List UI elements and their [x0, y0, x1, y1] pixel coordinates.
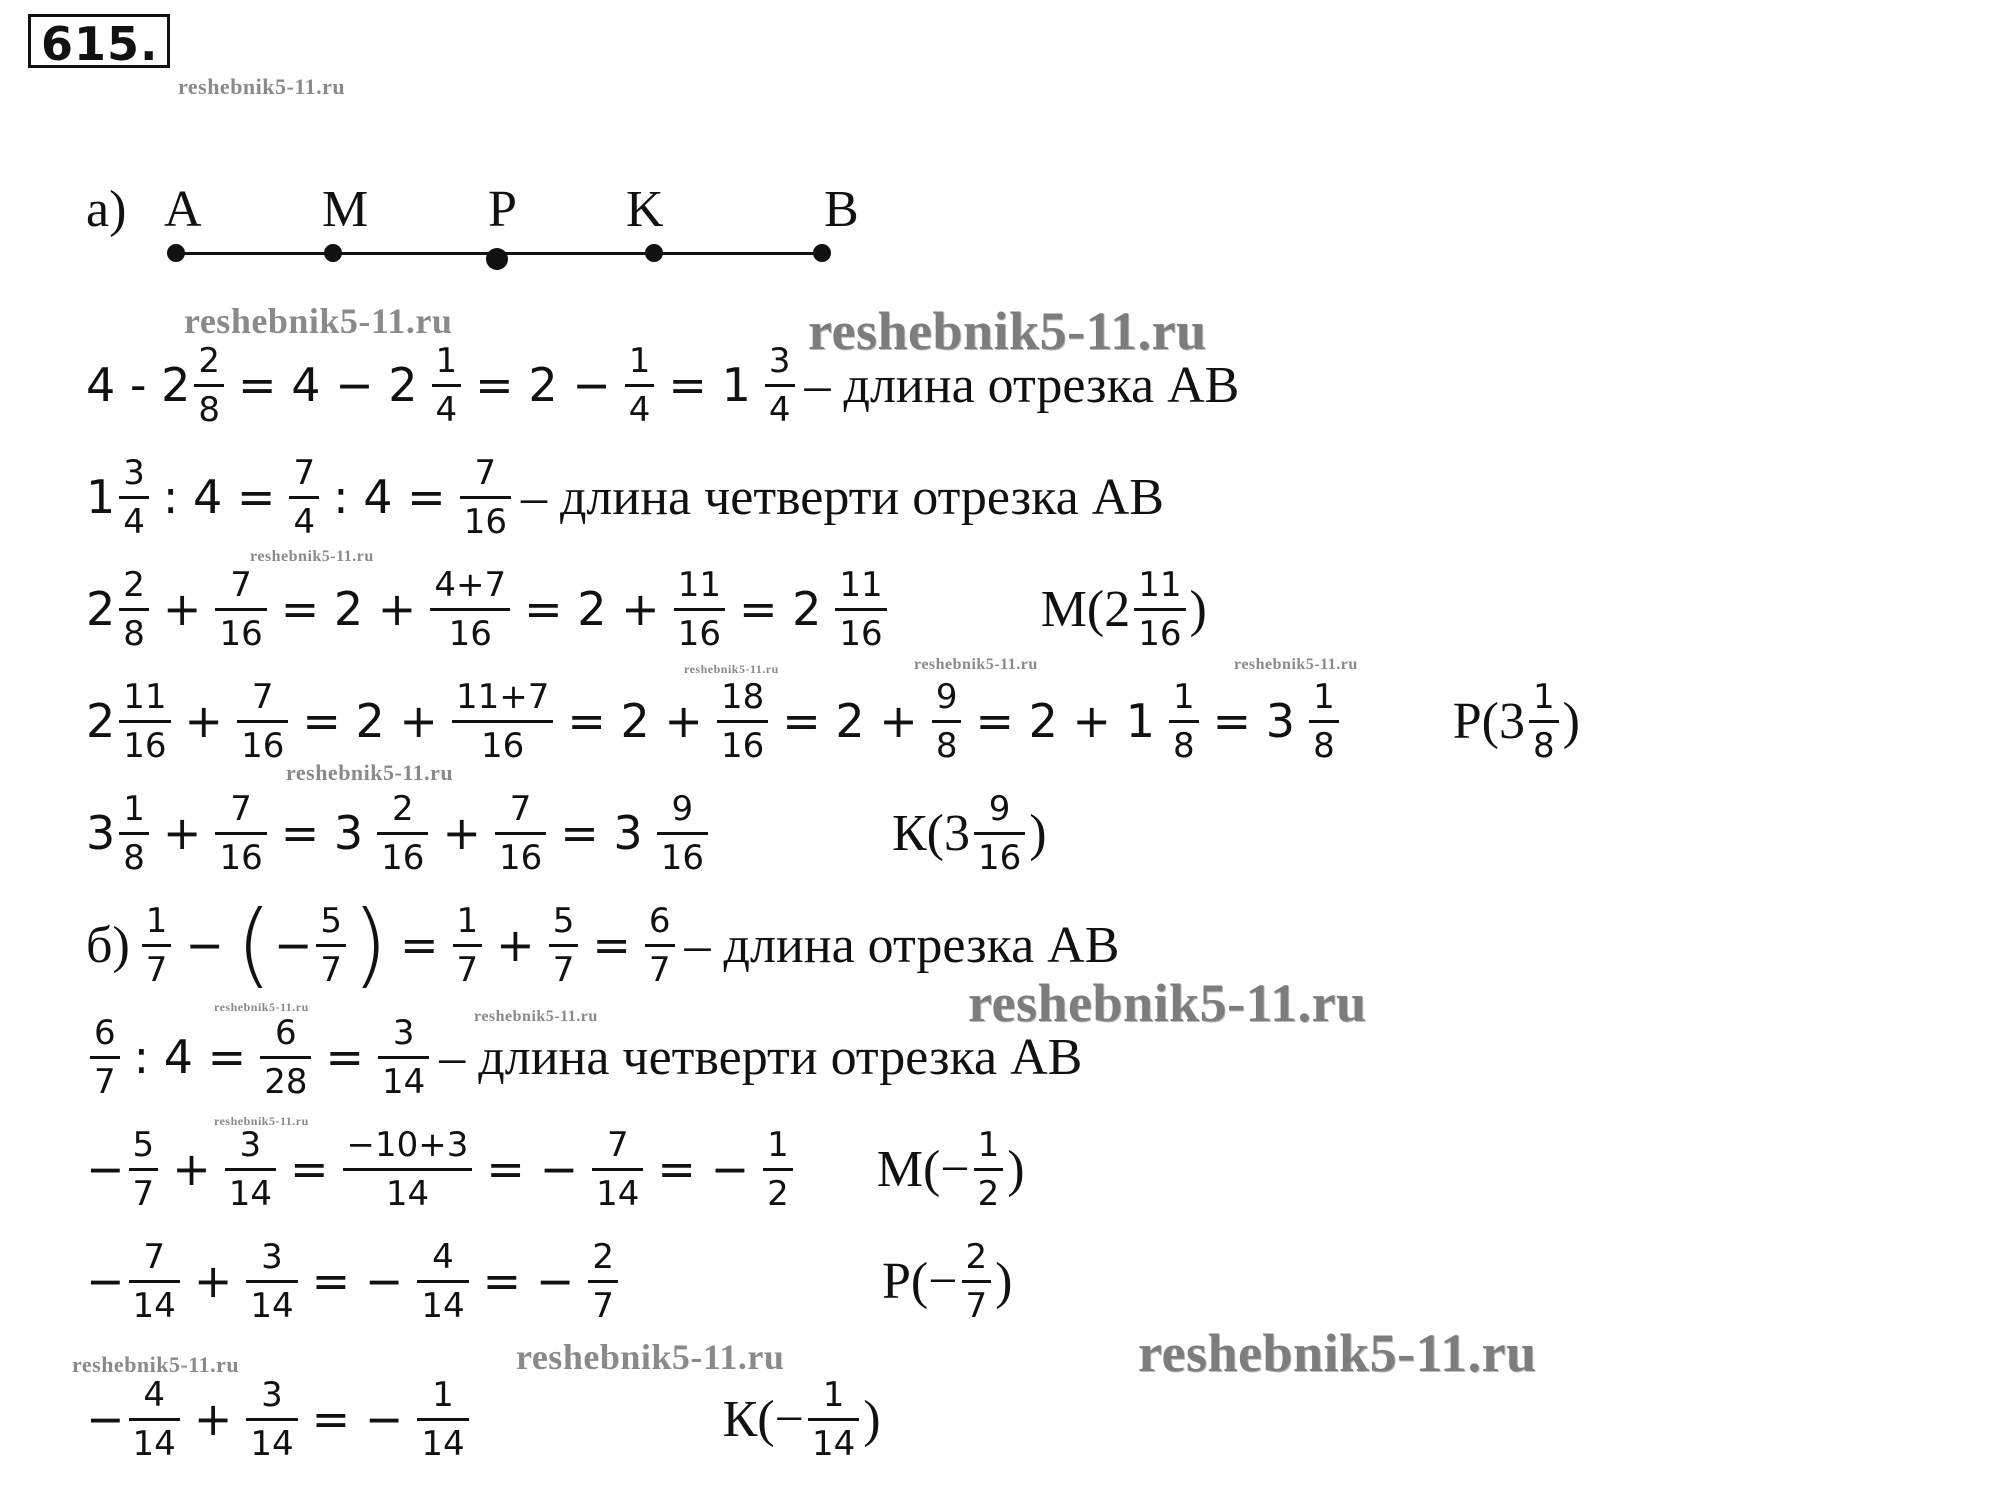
description-text: – длина четверти отрезка АВ	[439, 1028, 1083, 1086]
fraction	[549, 900, 579, 990]
denominator: 7	[132, 1173, 155, 1214]
fraction-bar	[129, 1280, 180, 1283]
numerator: 1	[1532, 676, 1555, 717]
part-b-label: б)	[86, 916, 130, 974]
expr-text: +	[184, 694, 224, 748]
fraction	[432, 340, 462, 430]
fraction-bar	[657, 832, 708, 835]
fraction	[495, 788, 546, 878]
fraction-bar	[962, 1280, 992, 1283]
expr-text: = 3	[280, 806, 364, 860]
watermark: reshebnik5-11.ru	[474, 1008, 598, 1025]
expr-text: = 2 + 1	[975, 694, 1155, 748]
fraction	[417, 1236, 468, 1326]
denominator: 14	[250, 1423, 294, 1464]
watermark: reshebnik5-11.ru	[1138, 1323, 1537, 1383]
denominator: 8	[1532, 725, 1555, 766]
equation-b2	[86, 1012, 1082, 1102]
denominator: 7	[965, 1285, 988, 1326]
denominator: 16	[677, 613, 721, 654]
numerator: 1	[456, 900, 479, 941]
expr-text: = 3	[560, 806, 643, 860]
fraction	[460, 452, 511, 542]
expr-text: 2	[86, 694, 116, 748]
point-p-dot	[486, 248, 508, 270]
numerator: 2	[592, 1236, 614, 1277]
equation-a2	[86, 452, 1164, 542]
watermark: reshebnik5-11.ru	[914, 656, 1038, 673]
fraction	[452, 676, 553, 766]
fraction	[1309, 676, 1339, 766]
fraction	[808, 1374, 859, 1464]
expr-text: : 4 =	[333, 470, 446, 524]
fraction	[1134, 564, 1185, 654]
numerator: 9	[935, 676, 958, 717]
denominator: 4	[293, 501, 316, 542]
denominator: 16	[241, 725, 285, 766]
point-label-m: M	[322, 181, 369, 238]
expr-text: −	[86, 1142, 125, 1196]
expr-text: +	[496, 918, 535, 972]
denominator: 14	[132, 1423, 176, 1464]
expr-text: +	[193, 1392, 233, 1446]
denominator: 4	[768, 389, 791, 430]
denominator: 2	[977, 1173, 1000, 1214]
expr-text: = 4 − 2	[238, 358, 418, 412]
expr-text: = 2 +	[524, 582, 660, 636]
description-text: – длина отрезка АВ	[684, 916, 1120, 974]
point-coordinate-k: К(−	[722, 1390, 804, 1448]
numerator: 3	[123, 452, 145, 493]
numerator: 2	[123, 564, 145, 605]
equation-a1	[86, 340, 1239, 430]
close-paren: )	[352, 891, 388, 998]
expr-text: = 2 −	[475, 358, 611, 412]
expr-text: = −	[657, 1142, 750, 1196]
numerator: 3	[239, 1124, 262, 1165]
closing-paren: )	[1562, 692, 1580, 750]
numerator: 7	[509, 788, 532, 829]
fraction	[129, 1236, 180, 1326]
watermark: reshebnik5-11.ru	[286, 760, 454, 785]
fraction	[765, 340, 795, 430]
numerator: 11+7	[455, 676, 550, 717]
fraction-bar	[142, 944, 172, 947]
watermark: reshebnik5-11.ru	[184, 301, 453, 341]
fraction	[674, 564, 725, 654]
expr-text: 4 - 2	[86, 358, 191, 412]
expr-text: = 2	[738, 582, 822, 636]
fraction-bar	[246, 1280, 297, 1283]
fraction-bar	[588, 1280, 618, 1283]
numerator: 6	[275, 1012, 297, 1053]
fraction-bar	[1309, 720, 1339, 723]
fraction-bar	[592, 1168, 643, 1171]
fraction	[129, 1124, 159, 1214]
numerator: 1	[1313, 676, 1335, 717]
denominator: 8	[935, 725, 958, 766]
fraction	[378, 1012, 429, 1102]
expr-text: −	[86, 1254, 125, 1308]
numerator: 5	[552, 900, 575, 941]
point-label-p: P	[488, 181, 517, 238]
fraction	[717, 676, 768, 766]
numerator: 9	[988, 788, 1011, 829]
fraction	[657, 788, 708, 878]
fraction	[289, 452, 319, 542]
fraction	[119, 788, 149, 878]
fraction	[932, 676, 962, 766]
fraction	[142, 900, 172, 990]
fraction	[119, 564, 149, 654]
description-text: – длина четверти отрезка АВ	[520, 468, 1164, 526]
fraction-bar	[378, 1056, 429, 1059]
expr-text: −	[273, 918, 313, 972]
expr-text: +	[193, 1254, 233, 1308]
equation-a3	[86, 564, 1207, 654]
denominator: 16	[219, 837, 263, 878]
equation-a5	[86, 788, 1047, 878]
numerator: 7	[230, 564, 252, 605]
fraction-bar	[129, 1418, 180, 1421]
fraction-bar	[674, 608, 725, 611]
closing-paren: )	[1007, 1140, 1025, 1198]
denominator: 7	[456, 949, 479, 990]
denominator: 8	[1313, 725, 1335, 766]
fraction-bar	[119, 720, 170, 723]
numerator: 4+7	[434, 564, 507, 605]
numerator: 1	[1172, 676, 1195, 717]
watermark: reshebnik5-11.ru	[968, 973, 1367, 1033]
watermark: reshebnik5-11.ru	[1234, 656, 1358, 673]
numerator: 18	[720, 676, 765, 717]
denominator: 14	[385, 1173, 430, 1214]
expr-text: 2	[86, 582, 116, 636]
fraction-bar	[260, 1056, 311, 1059]
fraction-bar	[129, 1168, 159, 1171]
fraction	[237, 676, 288, 766]
fraction-bar	[932, 720, 962, 723]
expr-text: = 3	[1212, 694, 1296, 748]
watermark: reshebnik5-11.ru	[214, 1114, 309, 1128]
fraction	[343, 1124, 473, 1214]
point-k-dot	[645, 244, 663, 262]
numerator: 9	[671, 788, 694, 829]
fraction-bar	[974, 832, 1025, 835]
denominator: 16	[123, 725, 167, 766]
numerator: 5	[320, 900, 343, 941]
point-coordinate-m: М(−	[876, 1140, 970, 1198]
fraction-bar	[1529, 720, 1559, 723]
fraction	[974, 788, 1025, 878]
fraction-bar	[119, 832, 149, 835]
fraction	[962, 1236, 992, 1326]
point-b-dot	[813, 244, 831, 262]
point-label-k: K	[626, 181, 664, 238]
fraction	[417, 1374, 468, 1464]
open-paren: (	[235, 891, 272, 998]
denominator: 14	[250, 1285, 294, 1326]
numerator: 1	[767, 1124, 789, 1165]
expr-text: +	[162, 806, 202, 860]
denominator: 2	[767, 1173, 789, 1214]
part-a-label: а)	[86, 181, 127, 238]
expr-text: =	[399, 918, 439, 972]
fraction-bar	[417, 1280, 468, 1283]
fraction	[119, 452, 149, 542]
numerator: 7	[474, 452, 497, 493]
denominator: 14	[421, 1285, 465, 1326]
fraction	[377, 788, 428, 878]
fraction	[316, 900, 346, 990]
expr-text: =	[290, 1142, 329, 1196]
description-text: – длина отрезка АВ	[804, 356, 1240, 414]
fraction-bar	[119, 608, 149, 611]
fraction-bar	[974, 1168, 1004, 1171]
denominator: 16	[1138, 613, 1182, 654]
denominator: 28	[264, 1061, 308, 1102]
equation-b1	[86, 891, 1120, 998]
fraction-bar	[453, 944, 483, 947]
fraction-bar	[835, 608, 886, 611]
expr-text: : 4 =	[162, 470, 276, 524]
closing-paren: )	[863, 1390, 881, 1448]
point-coordinate-k: К(3	[891, 804, 970, 862]
fraction	[119, 676, 170, 766]
numerator: 3	[392, 1012, 415, 1053]
expr-text: +	[442, 806, 481, 860]
fraction	[835, 564, 886, 654]
watermark: reshebnik5-11.ru	[72, 1352, 240, 1377]
closing-paren: )	[1029, 804, 1047, 862]
numerator: 1	[432, 1374, 454, 1415]
denominator: 14	[228, 1173, 272, 1214]
fraction-bar	[1134, 608, 1185, 611]
fraction-bar	[289, 496, 319, 499]
numerator: 11	[1138, 564, 1182, 605]
fraction-bar	[763, 1168, 793, 1171]
denominator: 4	[435, 389, 458, 430]
fraction	[194, 340, 224, 430]
fraction-bar	[316, 944, 346, 947]
numerator: 3	[261, 1374, 283, 1415]
denominator: 16	[381, 837, 425, 878]
expr-text: +	[172, 1142, 211, 1196]
fraction	[215, 788, 266, 878]
equation-b3	[86, 1124, 1025, 1214]
watermark: reshebnik5-11.ru	[684, 662, 779, 676]
expr-text: = −	[486, 1142, 579, 1196]
numerator: 6	[648, 900, 671, 941]
fraction-bar	[549, 944, 579, 947]
equation-b4	[86, 1236, 1013, 1326]
expr-text: +	[162, 582, 202, 636]
point-coordinate-m: М(2	[1040, 580, 1131, 638]
denominator: 7	[648, 949, 671, 990]
denominator: 16	[463, 501, 507, 542]
fraction-bar	[1169, 720, 1199, 723]
denominator: 14	[421, 1423, 465, 1464]
expr-text: = 2 +	[567, 694, 703, 748]
fraction	[430, 564, 510, 654]
fraction-bar	[417, 1418, 468, 1421]
problem-number: 615.	[28, 14, 170, 68]
fraction	[592, 1124, 643, 1214]
fraction-bar	[225, 1168, 276, 1171]
expr-text: −	[86, 1392, 125, 1446]
numerator: 11	[839, 564, 883, 605]
denominator: 14	[811, 1423, 856, 1464]
fraction	[215, 564, 266, 654]
fraction-bar	[717, 720, 768, 723]
denominator: 14	[596, 1173, 640, 1214]
denominator: 7	[552, 949, 575, 990]
numerator: 1	[628, 340, 651, 381]
fraction-bar	[215, 608, 266, 611]
numerator: 11	[123, 676, 167, 717]
fraction	[625, 340, 655, 430]
numerator: 7	[251, 676, 274, 717]
numerator: 7	[143, 1236, 165, 1277]
numerator: 7	[230, 788, 252, 829]
expr-text: =	[325, 1030, 365, 1084]
numerator: 1	[123, 788, 145, 829]
fraction-bar	[645, 944, 675, 947]
fraction-bar	[460, 496, 511, 499]
denominator: 16	[219, 613, 263, 654]
expr-text: 1	[86, 470, 116, 524]
denominator: 14	[382, 1061, 426, 1102]
closing-paren: )	[1189, 580, 1207, 638]
numerator: 3	[261, 1236, 283, 1277]
denominator: 16	[720, 725, 765, 766]
expr-text: = 2 +	[302, 694, 438, 748]
denominator: 8	[123, 613, 145, 654]
fraction	[645, 900, 675, 990]
point-coordinate-p: Р(−	[881, 1252, 958, 1310]
numerator: 7	[293, 452, 316, 493]
fraction-bar	[452, 720, 553, 723]
denominator: 7	[320, 949, 343, 990]
fraction	[1169, 676, 1199, 766]
denominator: 16	[839, 613, 883, 654]
numerator: 2	[391, 788, 414, 829]
fraction-bar	[215, 832, 266, 835]
fraction-bar	[194, 384, 224, 387]
expr-text: : 4 =	[133, 1030, 247, 1084]
expr-text: = 2 +	[280, 582, 417, 636]
expr-text: = −	[311, 1254, 404, 1308]
numerator: 6	[94, 1012, 116, 1053]
denominator: 8	[1172, 725, 1195, 766]
denominator: 4	[628, 389, 651, 430]
watermark: reshebnik5-11.ru	[250, 548, 374, 565]
fraction	[260, 1012, 311, 1102]
watermark: reshebnik5-11.ru	[516, 1337, 785, 1377]
fraction-bar	[432, 384, 462, 387]
numerator: 11	[677, 564, 721, 605]
point-coordinate-p: Р(3	[1452, 692, 1525, 750]
expr-text: −	[185, 918, 224, 972]
denominator: 4	[123, 501, 145, 542]
denominator: 7	[145, 949, 168, 990]
equation-a4	[86, 676, 1580, 766]
numerator: −10+3	[346, 1124, 469, 1165]
fraction-bar	[377, 832, 428, 835]
fraction-bar	[343, 1168, 473, 1171]
denominator: 8	[198, 389, 221, 430]
point-label-b: B	[824, 181, 859, 238]
fraction	[246, 1374, 297, 1464]
denominator: 8	[123, 837, 145, 878]
expr-text: = −	[482, 1254, 575, 1308]
fraction-bar	[765, 384, 795, 387]
expr-text: = 2 +	[782, 694, 918, 748]
fraction-bar	[246, 1418, 297, 1421]
denominator: 7	[94, 1061, 116, 1102]
numerator: 2	[198, 340, 221, 381]
fraction-bar	[495, 832, 546, 835]
numerator: 1	[977, 1124, 1000, 1165]
point-m-dot	[324, 244, 342, 262]
denominator: 16	[448, 613, 492, 654]
fraction	[225, 1124, 276, 1214]
denominator: 16	[660, 837, 704, 878]
watermark: reshebnik5-11.ru	[214, 1000, 309, 1014]
denominator: 16	[481, 725, 525, 766]
closing-paren: )	[995, 1252, 1013, 1310]
fraction	[1529, 676, 1559, 766]
numerator: 5	[132, 1124, 155, 1165]
numerator: 1	[435, 340, 458, 381]
numerator: 7	[606, 1124, 629, 1165]
numerator: 4	[432, 1236, 454, 1277]
expr-text: = −	[311, 1392, 404, 1446]
fraction	[588, 1236, 618, 1326]
watermark: reshebnik5-11.ru	[178, 74, 346, 99]
expr-text: = 1	[668, 358, 751, 412]
fraction	[974, 1124, 1004, 1214]
fraction	[246, 1236, 297, 1326]
numerator: 2	[965, 1236, 988, 1277]
fraction-bar	[808, 1418, 859, 1421]
fraction-bar	[90, 1056, 120, 1059]
numerator: 4	[143, 1374, 165, 1415]
fraction-bar	[119, 496, 149, 499]
fraction	[129, 1374, 180, 1464]
numerator: 1	[822, 1374, 845, 1415]
fraction	[453, 900, 483, 990]
numerator: 1	[145, 900, 168, 941]
denominator: 14	[132, 1285, 176, 1326]
fraction-bar	[625, 384, 655, 387]
denominator: 16	[498, 837, 543, 878]
numerator: 3	[768, 340, 791, 381]
fraction-bar	[430, 608, 510, 611]
point-label-a: A	[164, 181, 202, 238]
expr-text: =	[592, 918, 631, 972]
watermark: reshebnik5-11.ru	[808, 301, 1207, 361]
denominator: 16	[977, 837, 1022, 878]
denominator: 7	[592, 1285, 614, 1326]
point-a-dot	[167, 244, 185, 262]
expr-text: 3	[86, 806, 116, 860]
fraction-bar	[237, 720, 288, 723]
fraction	[763, 1124, 793, 1214]
equation-b5	[86, 1374, 881, 1464]
fraction	[90, 1012, 120, 1102]
